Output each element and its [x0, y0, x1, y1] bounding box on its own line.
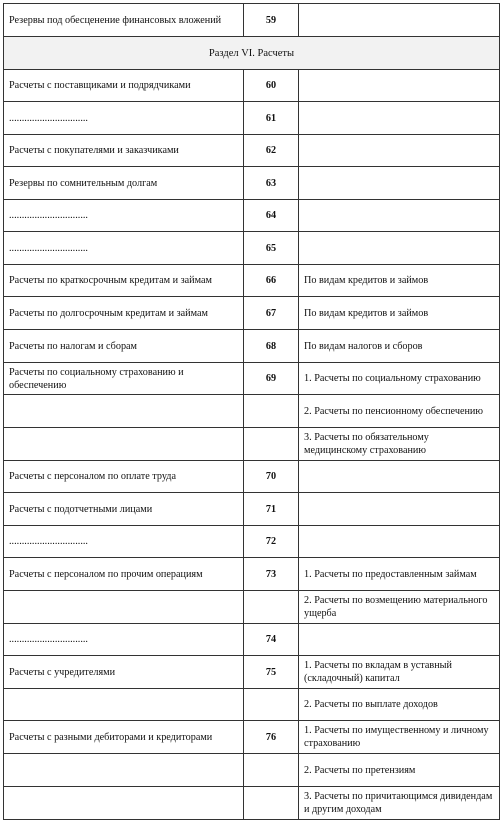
account-number-cell: 73: [244, 558, 299, 591]
account-number-cell: 67: [244, 297, 299, 330]
account-name-cell: Расчеты по социальному страхованию и обеспечению: [4, 363, 244, 395]
account-name-cell: Резервы по сомнительным долгам: [4, 167, 244, 200]
subaccount-cell: [299, 493, 500, 526]
subaccount-cell: По видам кредитов и займов: [299, 265, 500, 297]
subaccount-cell: 2. Расчеты по выплате доходов: [299, 689, 500, 721]
account-name-cell: Расчеты с персоналом по оплате труда: [4, 461, 244, 493]
chart-of-accounts-table: [3, 3, 500, 820]
account-number-cell: 59: [244, 4, 299, 37]
table-row: [4, 330, 500, 363]
account-name-cell: Расчеты с персоналом по прочим операциям: [4, 558, 244, 591]
account-name-cell: Расчеты с разными дебиторами и кредиторами: [4, 721, 244, 754]
account-number-cell: 74: [244, 624, 299, 656]
subaccount-cell: По видам кредитов и займов: [299, 297, 500, 330]
table-body: [4, 4, 500, 820]
table-row: [4, 624, 500, 656]
account-name-cell: [4, 428, 244, 461]
subaccount-cell: [299, 167, 500, 200]
account-name-cell: [4, 754, 244, 787]
subaccount-cell: 1. Расчеты по предоставленным займам: [299, 558, 500, 591]
account-number-cell: 63: [244, 167, 299, 200]
table-row: [4, 265, 500, 297]
table-row: [4, 721, 500, 754]
subaccount-cell: [299, 135, 500, 167]
account-name-cell: [4, 395, 244, 428]
table-row: [4, 167, 500, 200]
subaccount-cell: 1. Расчеты по имущественному и личному страхованию: [299, 721, 500, 754]
subaccount-cell: По видам налогов и сборов: [299, 330, 500, 363]
table-row: [4, 656, 500, 689]
table-row: [4, 232, 500, 265]
account-name-cell: ...............................: [4, 232, 244, 265]
table-row: [4, 102, 500, 135]
account-number-cell: 76: [244, 721, 299, 754]
account-number-cell: 68: [244, 330, 299, 363]
subaccount-cell: [299, 232, 500, 265]
account-name-cell: [4, 689, 244, 721]
account-name-cell: [4, 591, 244, 624]
account-number-cell: 64: [244, 200, 299, 232]
table-row: [4, 395, 500, 428]
table-row: [4, 461, 500, 493]
account-number-cell: 61: [244, 102, 299, 135]
account-name-cell: Расчеты с подотчетными лицами: [4, 493, 244, 526]
account-number-cell: [244, 428, 299, 461]
account-name-cell: Расчеты с учредителями: [4, 656, 244, 689]
account-number-cell: [244, 754, 299, 787]
section-header-row: [4, 37, 500, 70]
table-row: [4, 591, 500, 624]
account-name-cell: Расчеты с поставщиками и подрядчиками: [4, 70, 244, 102]
section-title: Раздел VI. Расчеты: [4, 37, 500, 70]
account-name-cell: Расчеты по краткосрочным кредитам и займам: [4, 265, 244, 297]
account-name-cell: [4, 787, 244, 820]
table-row: [4, 754, 500, 787]
account-number-cell: 60: [244, 70, 299, 102]
account-number-cell: [244, 787, 299, 820]
subaccount-cell: [299, 461, 500, 493]
subaccount-cell: [299, 102, 500, 135]
table-row: [4, 4, 500, 37]
account-number-cell: 66: [244, 265, 299, 297]
table-row: [4, 689, 500, 721]
subaccount-cell: 2. Расчеты по возмещению материального ущерба: [299, 591, 500, 624]
table-row: [4, 363, 500, 395]
account-name-cell: Резервы под обесценение финансовых вложений: [4, 4, 244, 37]
subaccount-cell: 2. Расчеты по претензиям: [299, 754, 500, 787]
table-row: [4, 787, 500, 820]
account-number-cell: 71: [244, 493, 299, 526]
account-number-cell: 70: [244, 461, 299, 493]
table-row: [4, 135, 500, 167]
subaccount-cell: [299, 4, 500, 37]
subaccount-cell: [299, 70, 500, 102]
account-name-cell: ...............................: [4, 526, 244, 558]
account-number-cell: 69: [244, 363, 299, 395]
subaccount-cell: 3. Расчеты по причитающимся дивидендам и другим доходам: [299, 787, 500, 820]
account-number-cell: [244, 395, 299, 428]
account-name-cell: ...............................: [4, 624, 244, 656]
account-number-cell: [244, 689, 299, 721]
table-row: [4, 200, 500, 232]
subaccount-cell: 1. Расчеты по социальному страхованию: [299, 363, 500, 395]
account-number-cell: [244, 591, 299, 624]
subaccount-cell: [299, 526, 500, 558]
table-row: [4, 297, 500, 330]
subaccount-cell: 1. Расчеты по вкладам в уставный (складочный) капитал: [299, 656, 500, 689]
account-number-cell: 75: [244, 656, 299, 689]
account-number-cell: 65: [244, 232, 299, 265]
account-name-cell: Расчеты с покупателями и заказчиками: [4, 135, 244, 167]
table-row: [4, 70, 500, 102]
table-row: [4, 493, 500, 526]
table-row: [4, 558, 500, 591]
account-name-cell: ...............................: [4, 102, 244, 135]
subaccount-cell: [299, 624, 500, 656]
account-name-cell: Расчеты по налогам и сборам: [4, 330, 244, 363]
account-name-cell: Расчеты по долгосрочным кредитам и займам: [4, 297, 244, 330]
account-number-cell: 62: [244, 135, 299, 167]
subaccount-cell: 2. Расчеты по пенсионному обеспечению: [299, 395, 500, 428]
account-name-cell: ...............................: [4, 200, 244, 232]
table-row: [4, 428, 500, 461]
subaccount-cell: 3. Расчеты по обязательному медицинскому страхованию: [299, 428, 500, 461]
account-number-cell: 72: [244, 526, 299, 558]
table-row: [4, 526, 500, 558]
subaccount-cell: [299, 200, 500, 232]
